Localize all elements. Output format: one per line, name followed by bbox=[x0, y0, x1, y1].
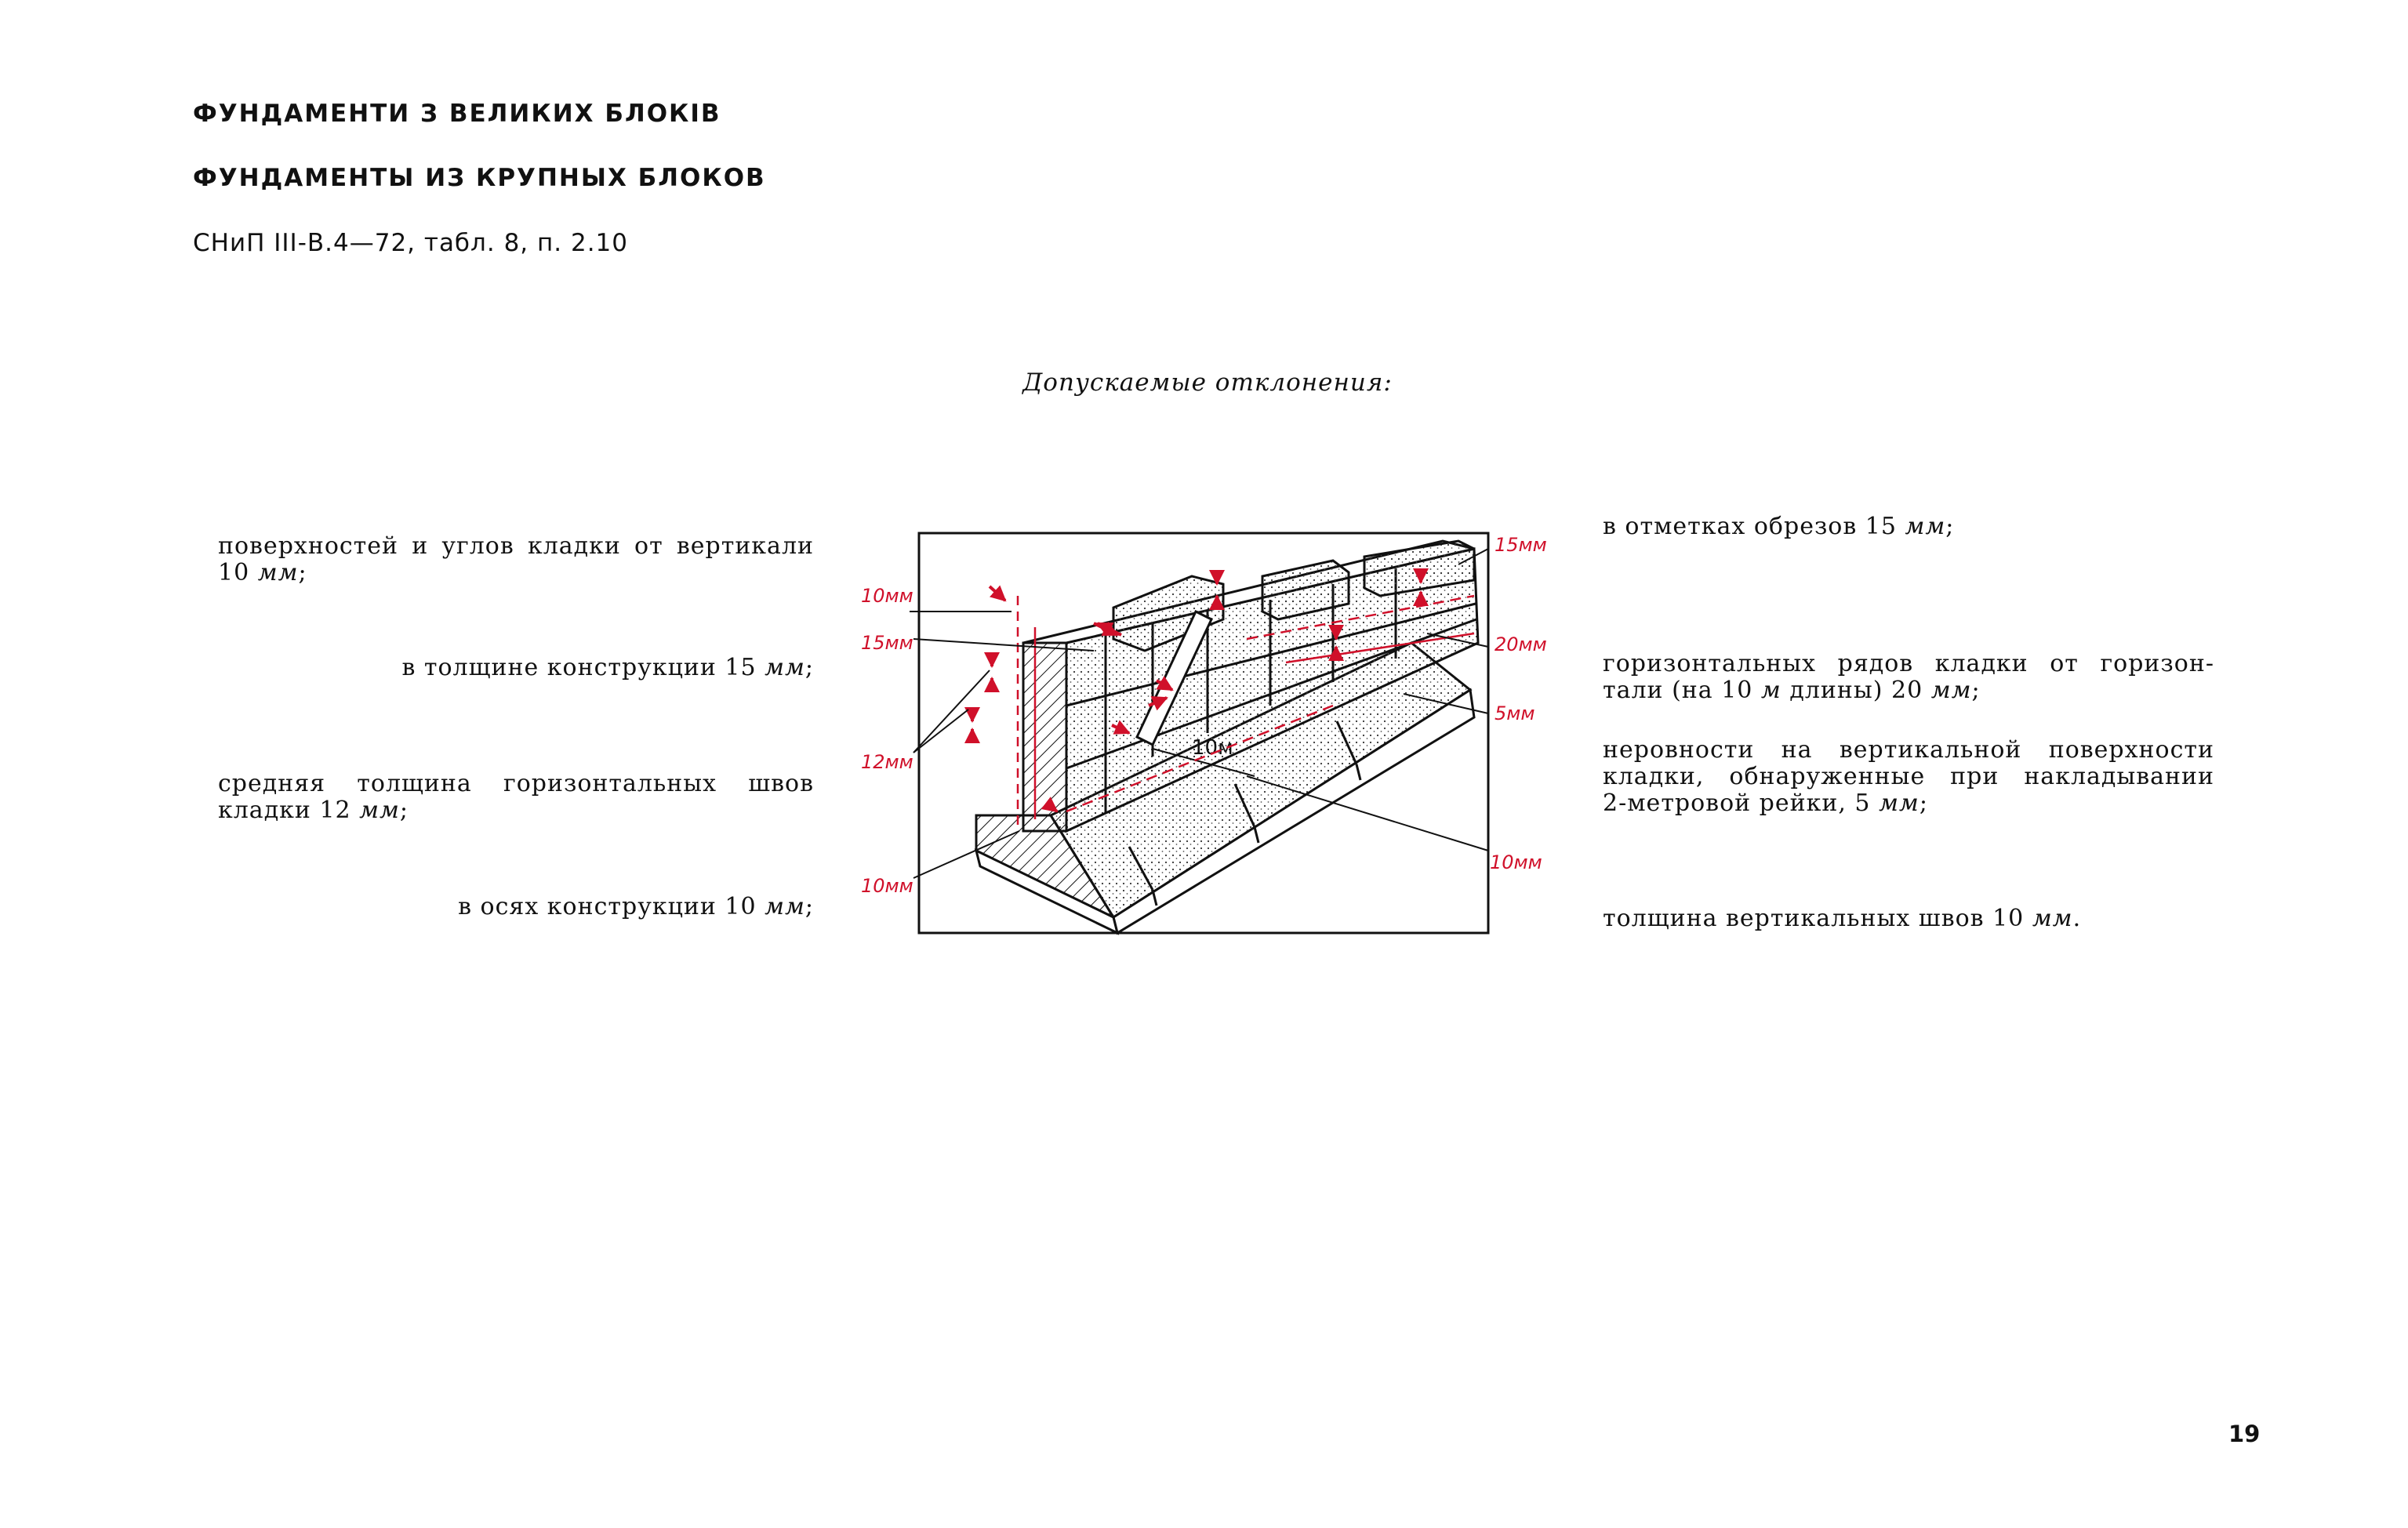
label-15mm-right: 15мм bbox=[1495, 534, 1547, 556]
title-russian: ФУНДАМЕНТЫ ИЗ КРУПНЫХ БЛОКОВ bbox=[193, 164, 766, 192]
caption-horizontal-rows: горизонтальных рядов кладки от горизон- тали (на 10 м длины) 20 мм; bbox=[1603, 650, 2214, 704]
label-12mm: 12мм bbox=[861, 751, 913, 773]
page-number: 19 bbox=[2228, 1421, 2261, 1447]
caption-axes: в осях конструкции 10 мм; bbox=[458, 893, 814, 920]
caption-vertical-seams: толщина вертикальных швов 10 мм. bbox=[1603, 905, 2082, 932]
length-mark: 10м bbox=[1192, 736, 1233, 760]
snip-reference: СНиП III-В.4—72, табл. 8, п. 2.10 bbox=[193, 229, 629, 257]
label-5mm: 5мм bbox=[1495, 702, 1535, 724]
label-15mm-left: 15мм bbox=[861, 632, 913, 654]
caption-horizontal-seams: средняя толщина горизонтальных швов кладки 12 мм; bbox=[218, 770, 814, 824]
label-10mm-top: 10мм bbox=[861, 585, 913, 607]
title-ukrainian: ФУНДАМЕНТИ З ВЕЛИКИХ БЛОКІВ bbox=[193, 100, 721, 128]
caption-thickness: в толщине конструкции 15 мм; bbox=[401, 654, 814, 681]
caption-cut-marks: в отметках обрезов 15 мм; bbox=[1603, 513, 1955, 540]
caption-vertical-deviation: поверхностей и углов кладки от вертикали 10 мм; bbox=[218, 532, 814, 586]
label-20mm: 20мм bbox=[1495, 633, 1547, 655]
caption-unevenness: неровности на вертикальной поверхности кладки, обнаруженные при накладывании 2-метровой рейки, 5 мм; bbox=[1603, 736, 2214, 817]
label-10mm-right: 10мм bbox=[1490, 851, 1542, 873]
label-10mm-bottom: 10мм bbox=[861, 875, 913, 897]
subtitle: Допускаемые отклонения: bbox=[1022, 368, 1393, 397]
